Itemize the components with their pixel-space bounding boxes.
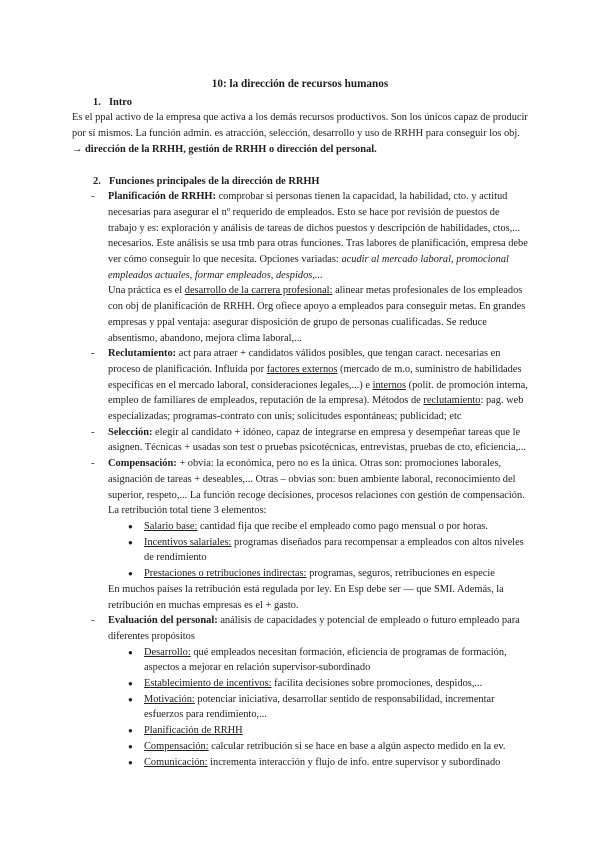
bullet-item — [72, 519, 528, 535]
list-item-planificacion — [72, 189, 528, 346]
bullet-text: facilita decisiones sobre promociones, despidos,... — [274, 678, 483, 690]
item-extra-pre: Una práctica es el — [108, 285, 183, 297]
item-extra — [108, 283, 528, 346]
list-item-reclutamiento — [72, 346, 528, 425]
item-underline: factores externos — [266, 363, 338, 375]
item-text: comprobar si personas tienen la capacidad, la habilidad, cto. y actitud necesarias para asegurar el nº requerido de empleados. Esto se hace por revisión de puestos de trabajo y es: exploración y análisis de tareas de dichos puestos y descripción de habilidades, ctos,... necesarios. Este análisis se usa tmb para otras funciones. Tras labores de planificación, empresa debe ver cómo conseguir lo que necesita. Opciones variadas: — [108, 191, 528, 266]
bullet-dot: ● — [128, 741, 133, 751]
bullet-term: Prestaciones o retribuciones indirectas: — [144, 568, 307, 580]
list-item-compensacion — [72, 456, 528, 519]
item-text: : pag. web especializadas; programas-contrato con unis; solicitudes espontáneas; publicidad; etc — [108, 395, 524, 423]
item-label: Compensación: — [108, 458, 177, 470]
bullet-term: Compensación: — [144, 740, 209, 752]
bullet-dot: ● — [128, 694, 133, 704]
bullet-term: Establecimiento de incentivos: — [144, 678, 272, 690]
bullet-term: Incentivos salariales: — [144, 536, 232, 548]
item-extra-underline: desarrollo de la carrera profesional: — [184, 285, 333, 297]
bullet-term: Desarrollo: — [144, 646, 191, 658]
compensacion-after: En muchos países la retribución está regulada por ley. En Esp debe ser — que SMI. Además, la retribución en muchas empresas es el + gasto. — [108, 583, 504, 611]
bullet-text: potenciar iniciativa, desarrollar sentido de responsabilidad, incrementar esfuerzos para rendimiento,... — [144, 693, 495, 721]
bullet-text: qué empleados necesitan formación, eficiencia de programas de formación, aspectos a mejorar en relación supervisor-subordinado — [144, 646, 507, 674]
bullet-item — [72, 755, 528, 771]
section-gap — [72, 158, 528, 174]
item-underline: internos — [372, 379, 407, 391]
bullet-text: calcular retribución si se hace en base a algún aspecto medido en la ev. — [211, 740, 506, 752]
section-1-heading — [72, 95, 528, 111]
section-1-title: Intro — [109, 96, 132, 108]
section-2-title: Funciones principales de la dirección de RRHH — [109, 175, 320, 187]
item-extra-post: alinear metas profesionales de los empleados con obj de planificación de RRHH. Org ofiece apoyo a empleados para conseguir metas. En grandes empresas y ppal ventaja: asegurar disposición de grupo de personas cualificadas. Se reduce absentismo, abandono, mejora clima laboral,... — [108, 285, 526, 344]
bullet-dot: ● — [128, 679, 133, 689]
dash-marker: - — [91, 348, 95, 360]
section-1-bold-end: dirección de la RRHH, gestión de RRHH o dirección del personal. — [85, 143, 377, 155]
bullet-dot: ● — [128, 521, 133, 531]
bullet-text: incrementa interacción y flujo de info. entre supervisor y subordinado — [210, 756, 501, 768]
bullet-item — [72, 566, 528, 582]
item-text: act para atraer + candidatos válidos posibles, que tengan caract. necesarias en proceso de planificación. Influida por — [108, 348, 501, 375]
bullet-text: programas diseñados para recompensar a empleados con altos niveles de rendimiento — [144, 536, 524, 564]
section-2-heading — [72, 174, 528, 190]
dash-marker: - — [91, 458, 95, 470]
dash-marker: - — [91, 191, 95, 203]
section-1-text: Es el ppal activo de la empresa que activa a los demás recursos productivos. Son los únicos capaz de producir por sí mismos. La función admin. es atracción, selección, desarrollo y uso de RRHH para conseguir los obj. → — [72, 112, 528, 155]
bullet-item — [72, 692, 528, 723]
bullet-item — [72, 645, 528, 676]
section-1-paragraph — [72, 110, 528, 157]
section-2-number: 2. — [93, 175, 101, 187]
bullet-term: Planificación de RRHH — [144, 725, 243, 737]
bullet-text: programas, seguros, retribuciones en especie — [309, 568, 495, 580]
dash-marker: - — [91, 615, 95, 627]
item-text: (polít. de promoción interna, empleo de familiares de empleados, reputación de la empresa). Métodos de — [108, 379, 528, 407]
item-italic: acudir al mercado laboral, promocional empleados actuales, formar empleados, despidos,... — [108, 254, 509, 281]
item-label: Evaluación del personal: — [108, 615, 218, 627]
list-item-seleccion — [72, 425, 528, 456]
item-label: Planificación de RRHH: — [108, 191, 216, 203]
item-text: elegir al candidato + idóneo, capaz de integrarse en empresa y desempeñar tareas que le asignen. Técnicas + usadas son test o pruebas psicotécnicas, entrevistas, pruebas de cto, eficiencia,... — [108, 426, 526, 454]
bullet-item — [72, 723, 528, 739]
bullet-term: Motivación: — [144, 693, 195, 705]
item-text: (mercado de m.o, suministro de habilidades específicas en el mercado laboral, consideraciones legales,...) e — [108, 363, 522, 391]
bullet-dot: ● — [128, 726, 133, 736]
item-underline: reclutamiento — [423, 395, 481, 407]
item-label: Selección: — [108, 426, 153, 438]
section-1-number: 1. — [93, 96, 101, 108]
bullet-term: Comunicación: — [144, 756, 208, 768]
item-text: + obvia: la económica, pero no es la única. Otras son: promociones laborales, asignación de tareas + deseables,... Otras – obvias son: buen ambiente laboral, reconocimiento del superior, respeto,... La función recoge decisiones, procesos relaciones con gestión de compensación. La retribución total tiene 3 elementos: — [108, 458, 525, 517]
bullet-dot: ● — [128, 647, 133, 657]
page-title: 10: la dirección de recursos humanos — [211, 78, 389, 90]
dash-marker: - — [91, 426, 95, 438]
list-item-evaluacion — [72, 613, 528, 644]
bullet-term: Salario base: — [144, 520, 198, 532]
bullet-dot: ● — [128, 569, 133, 579]
item-label: Reclutamiento: — [108, 348, 177, 360]
bullet-item — [72, 535, 528, 566]
bullet-dot: ● — [128, 757, 133, 767]
bullet-dot: ● — [128, 537, 133, 547]
item-text: análisis de capacidades y potencial de empleado o futuro empleado para diferentes propósitos — [108, 615, 520, 642]
bullet-text: cantidad fija que recibe el empleado como pago mensual o por horas. — [200, 520, 488, 532]
bullet-item — [72, 739, 528, 755]
bullet-item — [72, 676, 528, 692]
